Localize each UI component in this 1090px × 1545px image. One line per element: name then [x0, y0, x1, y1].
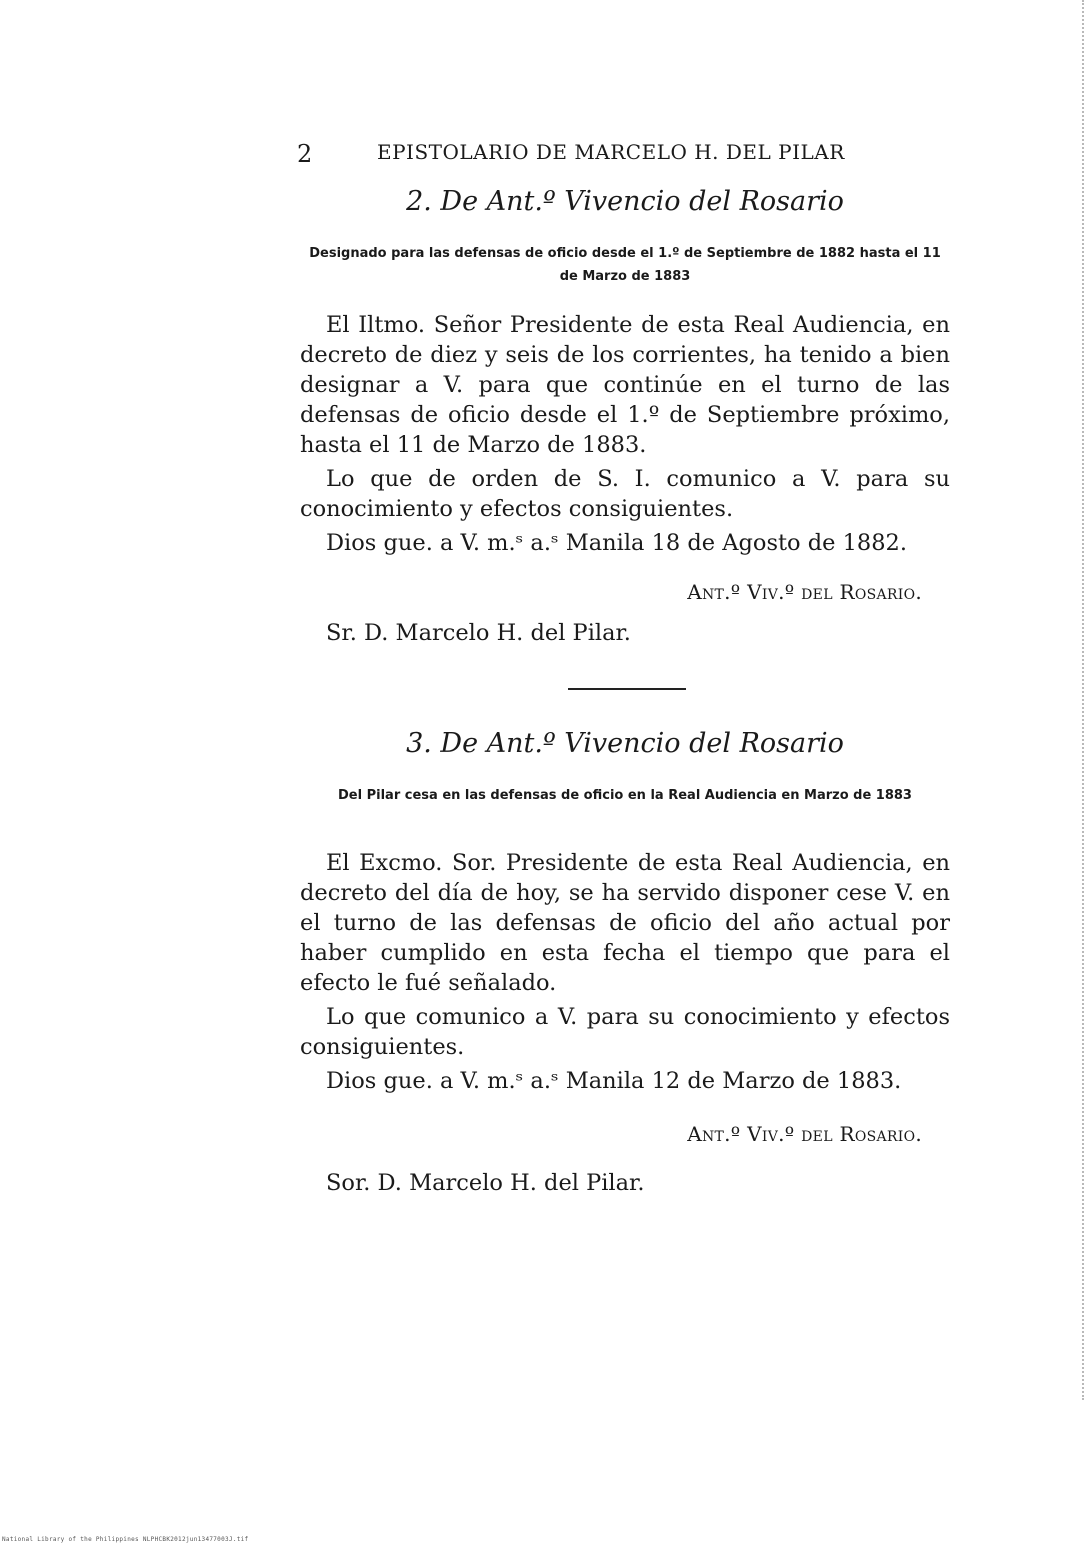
letter-summary: Del Pilar cesa en las defensas de oficio en la Real Audiencia en Marzo de 1883 [338, 788, 912, 803]
body-paragraph: Lo que de orden de S. I. comunico a V. para su conocimiento y efectos consiguientes. [300, 466, 950, 522]
body-paragraph: El Excmo. Sor. Presidente de esta Real Audiencia, en decreto del día de hoy, se ha servido disponer cese V. en el turno de las defensas de oficio del año actual por haber cumplido en esta fecha el tiempo que para el efecto le fué señalado. [300, 850, 950, 996]
section-divider [568, 688, 686, 690]
scan-edge-mark [1082, 0, 1086, 1400]
letter-title: 2. De Ant.º Vivencio del Rosario [406, 186, 844, 217]
page-number: 2 [297, 140, 313, 168]
addressee: Sor. D. Marcelo H. del Pilar. [326, 1170, 645, 1196]
signature: Ant.º Viv.º del Rosario. [687, 1122, 922, 1146]
signature: Ant.º Viv.º del Rosario. [687, 580, 922, 604]
scan-stamp: National Library of the Philippines NLPHCBK2012jun13477003J.tif [2, 1536, 249, 1543]
addressee: Sr. D. Marcelo H. del Pilar. [326, 620, 631, 646]
running-header [297, 140, 877, 170]
running-title: EPISTOLARIO DE MARCELO H. DEL PILAR [377, 140, 845, 164]
closing-line: Dios gue. a V. m.ˢ a.ˢ Manila 18 de Agosto de 1882. [326, 530, 908, 556]
closing-line: Dios gue. a V. m.ˢ a.ˢ Manila 12 de Marzo de 1883. [326, 1068, 902, 1094]
body-paragraph: Lo que comunico a V. para su conocimiento y efectos consiguientes. [300, 1004, 950, 1060]
letter-summary: Designado para las defensas de oficio desde el 1.º de Septiembre de 1882 hasta el 11 de Marzo de 1883 [309, 246, 941, 284]
letter-body [300, 848, 950, 1096]
letter-title: 3. De Ant.º Vivencio del Rosario [406, 728, 844, 759]
letter-body [300, 310, 950, 558]
body-paragraph: El Iltmo. Señor Presidente de esta Real Audiencia, en decreto de diez y seis de los corrientes, ha tenido a bien designar a V. para que continúe en el turno de las defensas de oficio desde el 1.º de Septiembre próximo, hasta el 11 de Marzo de 1883. [300, 312, 950, 458]
